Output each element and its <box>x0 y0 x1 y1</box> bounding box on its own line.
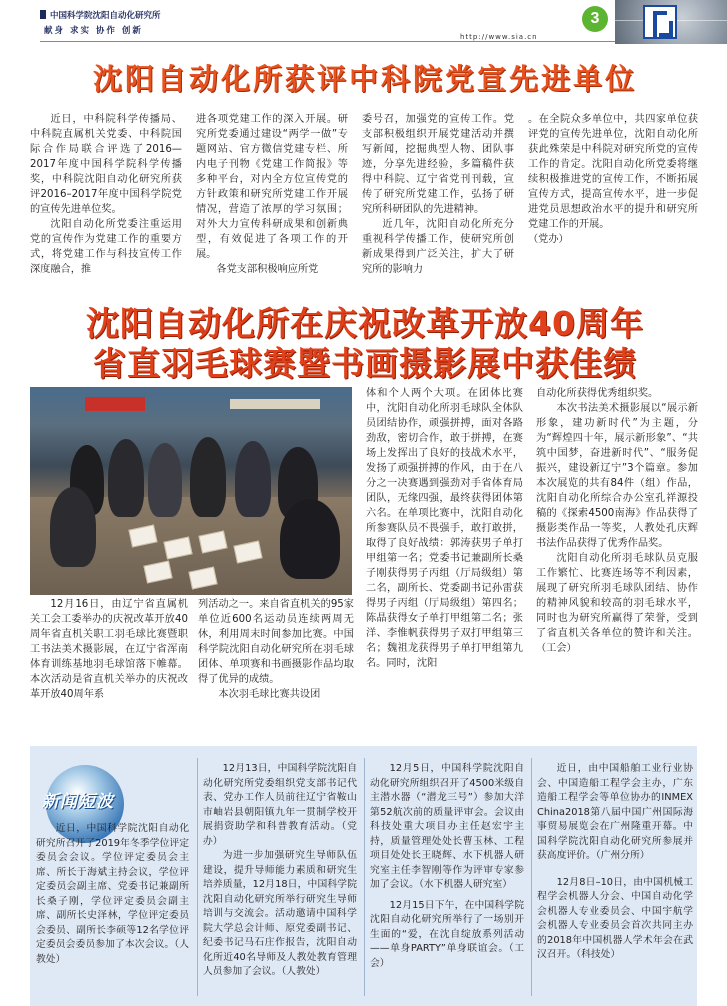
article1-paragraph: 进各项党建工作的深入开展。研究所党委通过建设“两学一做”专题网站、官方微信党建专栏、所内电子刊物《党建工作简报》等多种平台，对内全方位宣传党的方针政策和研究所党建工作开展情况，营造了浓厚的学习氛围；对外大力宣传科研成果和创新典型，有效促进了各项工作的开展。 <box>196 114 348 260</box>
news-column-1 <box>36 822 189 967</box>
article1-column-4 <box>528 112 698 247</box>
header-motto: 献身 求实 协作 创新 <box>44 26 143 36</box>
news-brief-logo-text: 新闻短波 <box>42 792 114 812</box>
news-item: 近日，由中国船舶工业行业协会、中国造船工程学会主办，广东造船工程学会等单位协办的INMEX China2018第八届中国广州国际海事贸易展览会在广州隆重开幕。中国科学院沈阳自动化研究所参展并获高度评价。（广州分所） <box>537 763 693 861</box>
article1-paragraph: 近日，中科院科学传播局、中科院直属机关党委、中科院国际合作局联合评选了2016—2017年度中国科学院科学传播奖，中科院沈阳自动化研究所获评2016–2017年度中国科学院党的宣传先进单位奖。 <box>30 114 182 215</box>
article2-paragraph: 12月16日，由辽宁省直属机关工会工委举办的庆祝改革开放40周年省直机关职工羽毛球比赛暨职工书法美术摄影展，在辽宁省浑南体育训练基地羽毛球馆落下帷幕。本次活动是省直机关举办的庆祝改革开放40周年系 <box>30 599 188 700</box>
photo-person <box>50 487 96 567</box>
article1-paragraph: 沈阳自动化所党委注重运用党的宣传作为党建工作的重要方式，将党建工作与科技宣传工作深度融合，推 <box>30 219 182 275</box>
sia-logo-icon <box>643 5 677 39</box>
header-org: 中国科学院沈阳自动化研究所 <box>50 11 161 21</box>
column-divider <box>364 758 365 996</box>
article1-column-2 <box>196 112 348 277</box>
column-divider <box>531 758 532 996</box>
article2-title-line-2: 省直羽毛球赛暨书画摄影展中获佳绩 <box>93 344 637 383</box>
header-marker <box>40 10 46 19</box>
news-item: 为进一步加强研究生导师队伍建设，提升导师能力素质和研究生培养质量，12月18日，中国科学院沈阳自动化研究所举行研究生导师培训与交流会。活动邀请中国科学院大学总会计师、原党委副书记、纪委书记马石庄作报告，沈阳自动化所近40名导师及人教处教育管理人员参加了会议。（人教处） <box>203 850 357 977</box>
news-column-3 <box>370 762 524 971</box>
news-item: 12月5日，中国科学院沈阳自动化研究所组织召开了4500米级自主潜水器（“潜龙三号”）参加大洋第52航次前的质量评审会。会议由科技处重大项目办主任赵宏宇主持，质量管理处处长曹玉林、工程项目处处长王晓辉、水下机器人研究室主任李智刚等作为评审专家参加了会议。（水下机器人研究室） <box>370 763 524 890</box>
news-item: 12月8日–10日，由中国机械工程学会机器人分会、中国自动化学会机器人专业委员会、中国宇航学会机器人专业委员会首次共同主办的2018年中国机器人学术年会在武汉召开。（科技处） <box>537 876 693 960</box>
header-rule <box>40 41 616 42</box>
article1-column-3 <box>362 112 514 277</box>
article2-paragraph: 列活动之一。来自省直机关的95家单位近600名运动员连续两周无休，利用周末时间参加比赛。中国科学院沈阳自动化研究所在羽毛球团体、单项赛和书画摄影作品均取得了优异的成绩。 <box>198 599 354 685</box>
header-globe-image <box>615 0 727 44</box>
article1-paragraph: 委号召，加强党的宣传工作。党支部积极组织开展党建活动并撰写新闻，挖掘典型人物、团队事迹，分享先进经验，多篇稿件获得中科院、辽宁省党刊刊载，宣传了研究所党建工作，弘扬了研究所科研团队的先进精神。 <box>362 114 514 215</box>
article2-paragraph: 本次书法美术摄影展以“展示新形象，建功新时代”为主题，分为“辉煌四十年，展示新形象”、“共筑中国梦，奋进新时代”、“服务促振兴，建设新辽宁”3个篇章。参加本次展览的共有84件（组）作品，沈阳自动化所综合办公室孔祥源投稿的《探索4500南海》作品获得了摄影类作品一等奖，人教处孔庆辉书法作品获得了优秀作品奖。 <box>536 403 698 549</box>
article2-column-2 <box>198 597 354 702</box>
photo-banner <box>85 397 145 411</box>
article1-paragraph: 各党支部积极响应所党 <box>216 264 319 275</box>
badminton-team-photo <box>30 387 352 595</box>
article2-paragraph: 自动化所获得优秀组织奖。 <box>536 388 659 399</box>
news-item: 12月15日下午，在中国科学院沈阳自动化研究所举行了一场别开生面的“爱，在沈自绽放系列活动——单身PARTY”单身联谊会。（工会） <box>370 899 524 969</box>
article1-column-1 <box>30 112 182 277</box>
photo-person <box>235 441 271 517</box>
photo-person <box>280 499 340 579</box>
article2-paragraph: 沈阳自动化所羽毛球队员克服工作繁忙、比赛连场等不利因素，展现了研究所羽毛球队团结、协作的精神风貌和较高的羽毛球水平，同时也为研究所赢得了荣誉，受到了省直机关各单位的赞许和关注。（工会） <box>536 553 698 654</box>
page-number: 3 <box>582 6 608 32</box>
article1-title: 沈阳自动化所获评中科院党宣先进单位 <box>92 62 637 96</box>
article1-paragraph: 。在全院众多单位中，共四家单位获评党的宣传先进单位，沈阳自动化所获此殊荣是中科院对研究所党的宣传工作的肯定。沈阳自动化所党委将继续积极推进党的宣传工作，不断拓展宣传方式，提高宣传水平，进一步促进党员思想政治水平的提升和研究所党建工作的开展。 <box>528 114 698 230</box>
photo-person <box>148 443 182 517</box>
article1-signoff: （党办） <box>528 234 569 245</box>
news-item: 12月13日，中国科学院沈阳自动化研究所党委组织党支部书记代表、党办工作人员前往辽宁省鞍山市岫岩县朝阳镇九年一贯制学校开展捐资助学和科普教育活动。（党办） <box>203 763 357 847</box>
photo-person <box>108 439 144 517</box>
header-url: http://www.sia.cn <box>460 33 538 41</box>
news-column-4 <box>537 762 693 963</box>
article2-column-1 <box>30 597 188 702</box>
article2-column-3 <box>366 386 523 671</box>
article1-paragraph: 近几年，沈阳自动化所充分重视科学传播工作，使研究所创新成果得到广泛关注，扩大了研究所的影响力 <box>362 219 514 275</box>
photo-person <box>190 437 226 517</box>
news-item: 近日，中国科学院沈阳自动化研究所召开了2019年冬季学位评定委员会会议。学位评定委员会主席、所长于海斌主持会议，学位评定委员会副主席、党委书记兼副所长桑子刚，学位评定委员会副主席、副所长史泽林，学位评定委员会委员、副所长李硕等12名学位评定委员会委员参加了本次会议。（人教处） <box>36 823 189 965</box>
article2-title-line-1: 沈阳自动化所在庆祝改革开放40周年 <box>86 304 644 343</box>
article2-column-4 <box>536 386 698 656</box>
article2-paragraph: 体和个人两个大项。在团体比赛中，沈阳自动化所羽毛球队全体队员团结协作，顽强拼搏，面对各路劲敌，密切合作，敢于拼搏，在赛场上发挥出了良好的技战术水平，发扬了顽强拼搏的作风，由于在八分之一决赛遇到强劲对手省体育局团队，无缘四强，最终获得团体第六名。在单项比赛中，沈阳自动化所参赛队员不畏强手，敢打敢拼，取得了良好战绩：郭涛获男子单打甲组第一名；党委书记兼副所长桑子刚获得男子丙组（厅局级组）第二名，副所长、党委副书记孙雷获得男子丙组（厅局级组）第四名；陈晶获得女子单打甲组第二名；张洋、李惟帆获得男子双打甲组第三名；魏祖龙获得男子单打甲组第九名。同时，沈阳 <box>366 388 523 669</box>
photo-banner <box>230 399 320 409</box>
news-column-2 <box>203 762 357 980</box>
page-header <box>0 0 727 44</box>
column-divider <box>197 758 198 996</box>
article2-paragraph: 本次羽毛球比赛共设团 <box>218 689 321 700</box>
